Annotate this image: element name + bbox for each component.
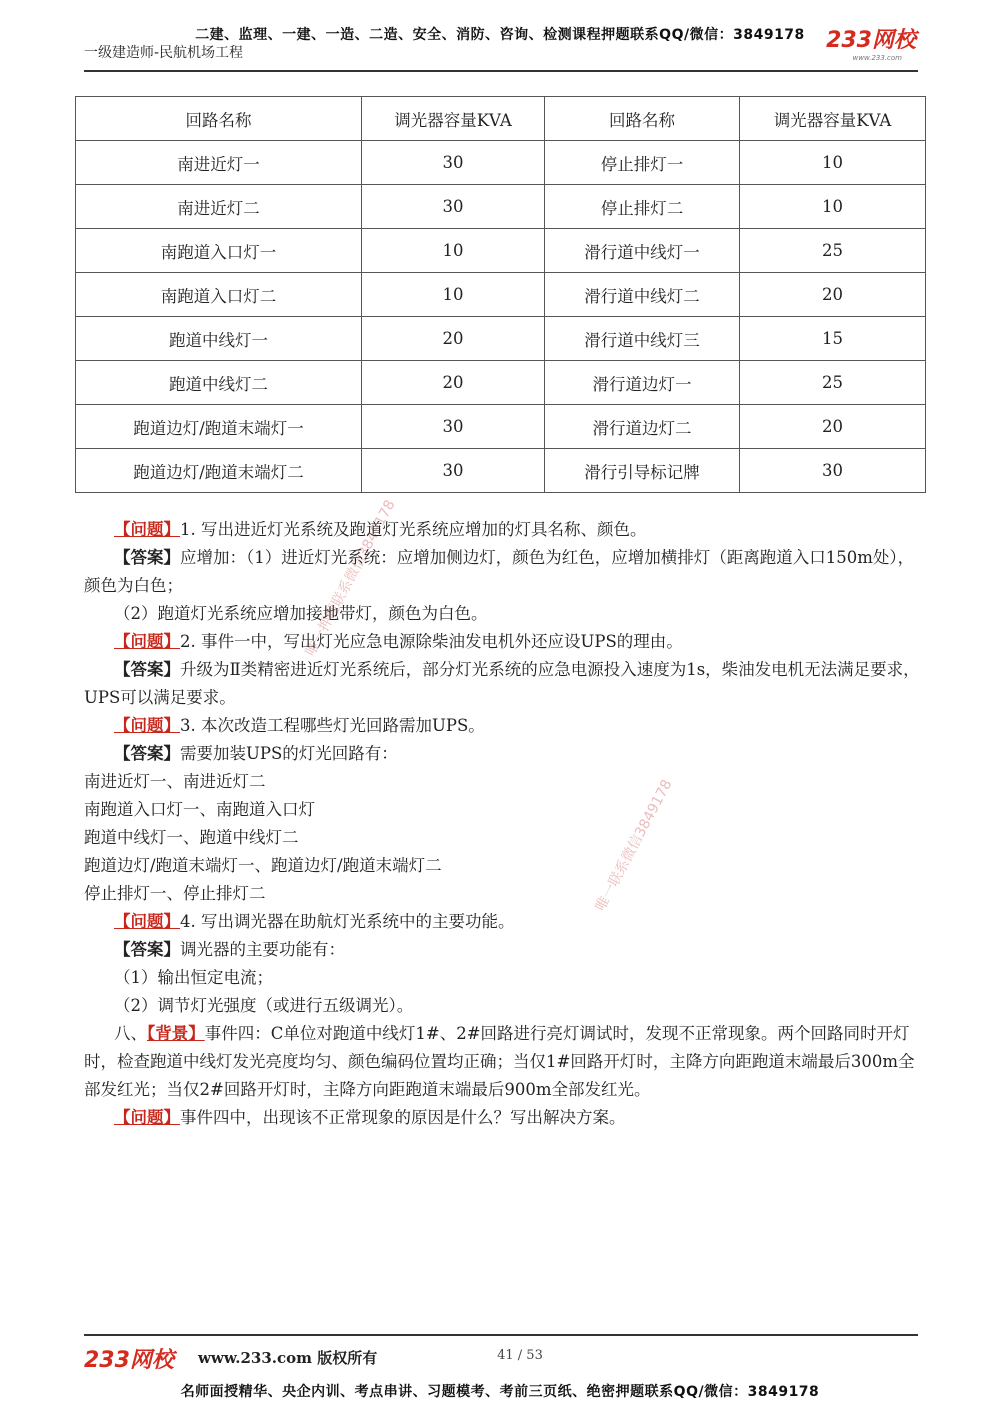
table-row (76, 185, 926, 229)
table-row (76, 141, 926, 185)
question-text: 3. 本次改造工程哪些灯光回路需加UPS。 (180, 716, 485, 735)
answer-text: 需要加装UPS的灯光回路有： (180, 744, 398, 763)
table-cell: 10 (740, 185, 926, 229)
table-header-cell: 回路名称 (76, 97, 362, 141)
table-cell: 停止排灯一 (545, 141, 740, 185)
table-cell: 跑道中线灯一 (76, 317, 362, 361)
table-row (76, 317, 926, 361)
question-tag: 【问题】 (114, 912, 180, 931)
table-cell: 30 (362, 185, 545, 229)
question-4 (84, 908, 922, 936)
table-cell: 10 (740, 141, 926, 185)
watermark-text: 唯一联系微信3849178 (592, 777, 676, 914)
answer-tag: 【答案】 (114, 660, 180, 679)
dimmer-capacity-table (75, 96, 926, 493)
qa-content (84, 516, 922, 1132)
table-header-row (76, 97, 926, 141)
table-cell: 跑道中线灯二 (76, 361, 362, 405)
section-number: 八、 (114, 1024, 147, 1043)
footer-divider (84, 1334, 918, 1336)
answer-3-line: 跑道边灯/跑道末端灯一、跑道边灯/跑道末端灯二 (84, 856, 442, 875)
table-row (76, 361, 926, 405)
footer-promo: 名师面授精华、央企内训、考点串讲、习题模考、考前三页纸、绝密押题联系QQ/微信：3849178 (180, 1384, 820, 1400)
table-header-cell: 调光器容量KVA (740, 97, 926, 141)
background-tag: 【背景】 (147, 1024, 205, 1043)
table-cell: 滑行道边灯一 (545, 361, 740, 405)
answer-tag: 【答案】 (114, 940, 180, 959)
table-cell: 10 (362, 229, 545, 273)
table-cell: 20 (740, 273, 926, 317)
table-header-cell: 调光器容量KVA (362, 97, 545, 141)
question-text: 4. 写出调光器在助航灯光系统中的主要功能。 (180, 912, 515, 931)
header-logo: 233网校 (826, 28, 916, 53)
background-text: 事件四：C单位对跑道中线灯1#、2#回路进行亮灯调试时，发现不正常现象。两个回路同时开灯时，检查跑道中线灯发光亮度均匀、颜色编码位置均正确；当仅1#回路开灯时，主降方向距跑道末端最后300m全部发红光；当仅2#回路开灯时，主降方向距跑道末端最后900m全部发红光。 (84, 1024, 915, 1099)
table-cell: 滑行引导标记牌 (545, 449, 740, 493)
table-row (76, 449, 926, 493)
answer-text: 调光器的主要功能有： (180, 940, 345, 959)
question-1 (84, 516, 922, 544)
answer-text: 升级为Ⅱ类精密进近灯光系统后，部分灯光系统的应急电源投入速度为1s，柴油发电机无法满足要求，UPS可以满足要求。 (84, 660, 920, 707)
document-subtitle: 一级建造师-民航机场工程 (84, 45, 244, 61)
answer-3-line: 跑道中线灯一、跑道中线灯二 (84, 828, 299, 847)
answer-text: 应增加：（1）进近灯光系统：应增加侧边灯，颜色为红色，应增加横排灯（距离跑道入口150m处），颜色为白色； (84, 548, 915, 595)
answer-4 (84, 936, 922, 964)
table-cell: 30 (740, 449, 926, 493)
answer-1 (84, 544, 922, 600)
background-section (84, 1020, 922, 1104)
question-tag: 【问题】 (114, 632, 180, 651)
question-tag: 【问题】 (114, 716, 180, 735)
question-text: 2. 事件一中，写出灯光应急电源除柴油发电机外还应设UPS的理由。 (180, 632, 683, 651)
table-cell: 30 (362, 141, 545, 185)
table-row (76, 273, 926, 317)
table-cell: 30 (362, 405, 545, 449)
table-cell: 30 (362, 449, 545, 493)
answer-2 (84, 656, 922, 712)
table-cell: 25 (740, 229, 926, 273)
header-divider (84, 70, 918, 72)
answer-4-line: （1）输出恒定电流； (114, 968, 273, 987)
table-cell: 20 (362, 317, 545, 361)
table-cell: 20 (740, 405, 926, 449)
footer-logo: 233网校 (84, 1348, 174, 1373)
table-cell: 滑行道中线灯一 (545, 229, 740, 273)
question-5 (84, 1104, 922, 1132)
table-cell: 滑行道边灯二 (545, 405, 740, 449)
footer-site: www.233.com 版权所有 (198, 1349, 378, 1367)
table-cell: 滑行道中线灯三 (545, 317, 740, 361)
table-cell: 停止排灯二 (545, 185, 740, 229)
question-tag: 【问题】 (114, 1108, 180, 1127)
table-row (76, 405, 926, 449)
answer-3-line: 停止排灯一、停止排灯二 (84, 884, 266, 903)
answer-tag: 【答案】 (114, 744, 180, 763)
question-2 (84, 628, 922, 656)
table-cell: 15 (740, 317, 926, 361)
question-text: 事件四中，出现该不正常现象的原因是什么？写出解决方案。 (180, 1108, 626, 1127)
table-cell: 10 (362, 273, 545, 317)
header-promo: 二建、监理、一建、一造、二造、安全、消防、咨询、检测课程押题联系QQ/微信：3849178 (195, 27, 805, 43)
answer-3 (84, 740, 922, 768)
table-cell: 20 (362, 361, 545, 405)
table-row (76, 229, 926, 273)
watermark-text: 唯一押题联系微信3849178 (302, 497, 399, 659)
table-header-cell: 回路名称 (545, 97, 740, 141)
table-cell: 25 (740, 361, 926, 405)
table-cell: 南跑道入口灯一 (76, 229, 362, 273)
table-cell: 跑道边灯/跑道末端灯二 (76, 449, 362, 493)
question-text: 1. 写出进近灯光系统及跑道灯光系统应增加的灯具名称、颜色。 (180, 520, 647, 539)
answer-4-line: （2）调节灯光强度（或进行五级调光）。 (114, 996, 414, 1015)
question-tag: 【问题】 (114, 520, 180, 539)
answer-3-line: 南跑道入口灯一、南跑道入口灯 (84, 800, 315, 819)
table-cell: 南跑道入口灯二 (76, 273, 362, 317)
page-number: 41 / 53 (497, 1348, 543, 1363)
table-cell: 跑道边灯/跑道末端灯一 (76, 405, 362, 449)
table-cell: 南进近灯二 (76, 185, 362, 229)
answer-3-line: 南进近灯一、南进近灯二 (84, 772, 266, 791)
answer-1-line: （2）跑道灯光系统应增加接地带灯，颜色为白色。 (114, 604, 488, 623)
table-cell: 南进近灯一 (76, 141, 362, 185)
header-logo-url: www.233.com (852, 54, 902, 62)
question-3 (84, 712, 922, 740)
answer-tag: 【答案】 (114, 548, 180, 567)
table-cell: 滑行道中线灯二 (545, 273, 740, 317)
